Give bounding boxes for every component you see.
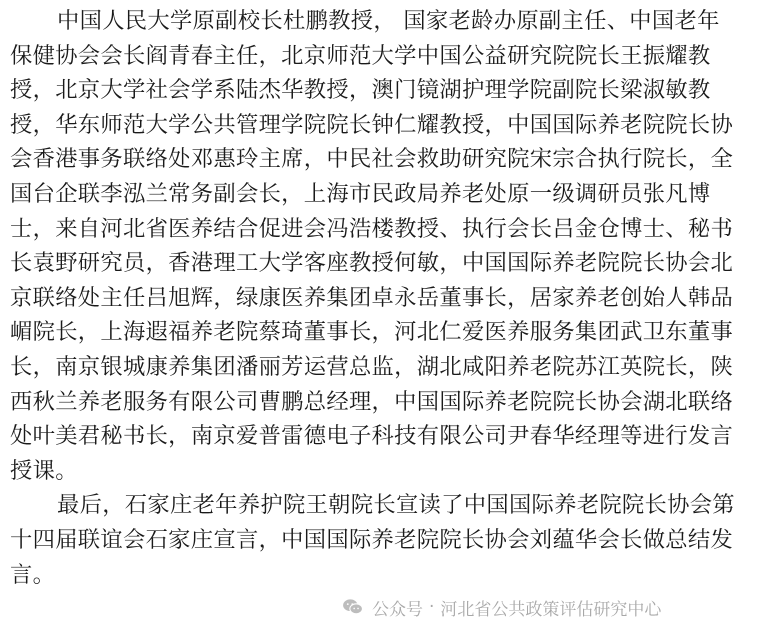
text-line: 处叶美君秘书长，南京爱普雷德电子科技有限公司尹春华经理等进行发言 <box>10 423 734 450</box>
text-line: 长，南京银城康养集团潘丽芳运营总监，湖北咸阳养老院苏江英院长，陕 <box>10 353 734 380</box>
text-line: 嵋院长，上海遐福养老院蔡琦董事长，河北仁爱医养服务集团武卫东董事 <box>10 319 734 346</box>
paragraph-1 <box>10 4 762 488</box>
text-line: 会香港事务联络处邓惠玲主席，中民社会救助研究院宋宗合执行院长，全 <box>10 146 734 173</box>
watermark <box>342 594 661 620</box>
text-line: 保健协会会长阎青春主任，北京师范大学中国公益研究院院长王振耀教 <box>10 42 711 69</box>
text-line: 京联络处主任吕旭辉，绿康医养集团卓永岳董事长，居家养老创始人韩品 <box>10 284 734 311</box>
text-line: 授，北京大学社会学系陆杰华教授，澳门镜湖护理学院副院长梁淑敏教 <box>10 77 711 104</box>
text-line: 国台企联李泓兰常务副会长，上海市民政局养老处原一级调研员张凡博 <box>10 180 711 207</box>
text-line: 西秋兰养老服务有限公司曹鹏总经理，中国国际养老院院长协会湖北联络 <box>10 388 734 415</box>
text-line: 十四届联谊会石家庄宣言，中国国际养老院院长协会刘蕴华会长做总结发 <box>10 526 734 553</box>
text-line: 最后，石家庄老年养护院王朝院长宣读了中国国际养老院院长协会第 <box>57 492 735 519</box>
watermark-account: 河北省公共政策评估研究中心 <box>440 599 662 620</box>
text-line: 长袁野研究员，香港理工大学客座教授何敏，中国国际养老院院长协会北 <box>10 250 734 277</box>
text-line: 授，华东师范大学公共管理学院院长钟仁耀教授，中国国际养老院院长协 <box>10 111 734 138</box>
watermark-platform: 公众号 <box>372 599 423 620</box>
text-line: 中国人民大学原副校长杜鹏教授， 国家老龄办原副主任、中国老年 <box>57 8 720 34</box>
text-line: 授课。 <box>10 457 78 484</box>
wechat-icon <box>342 598 364 616</box>
paragraph-2 <box>10 488 762 592</box>
article-body <box>10 4 762 592</box>
text-line: 士，来自河北省医养结合促进会冯浩楼教授、执行会长吕金仓博士、秘书 <box>10 215 734 242</box>
text-line: 言。 <box>10 561 56 588</box>
watermark-separator: · <box>429 597 435 617</box>
